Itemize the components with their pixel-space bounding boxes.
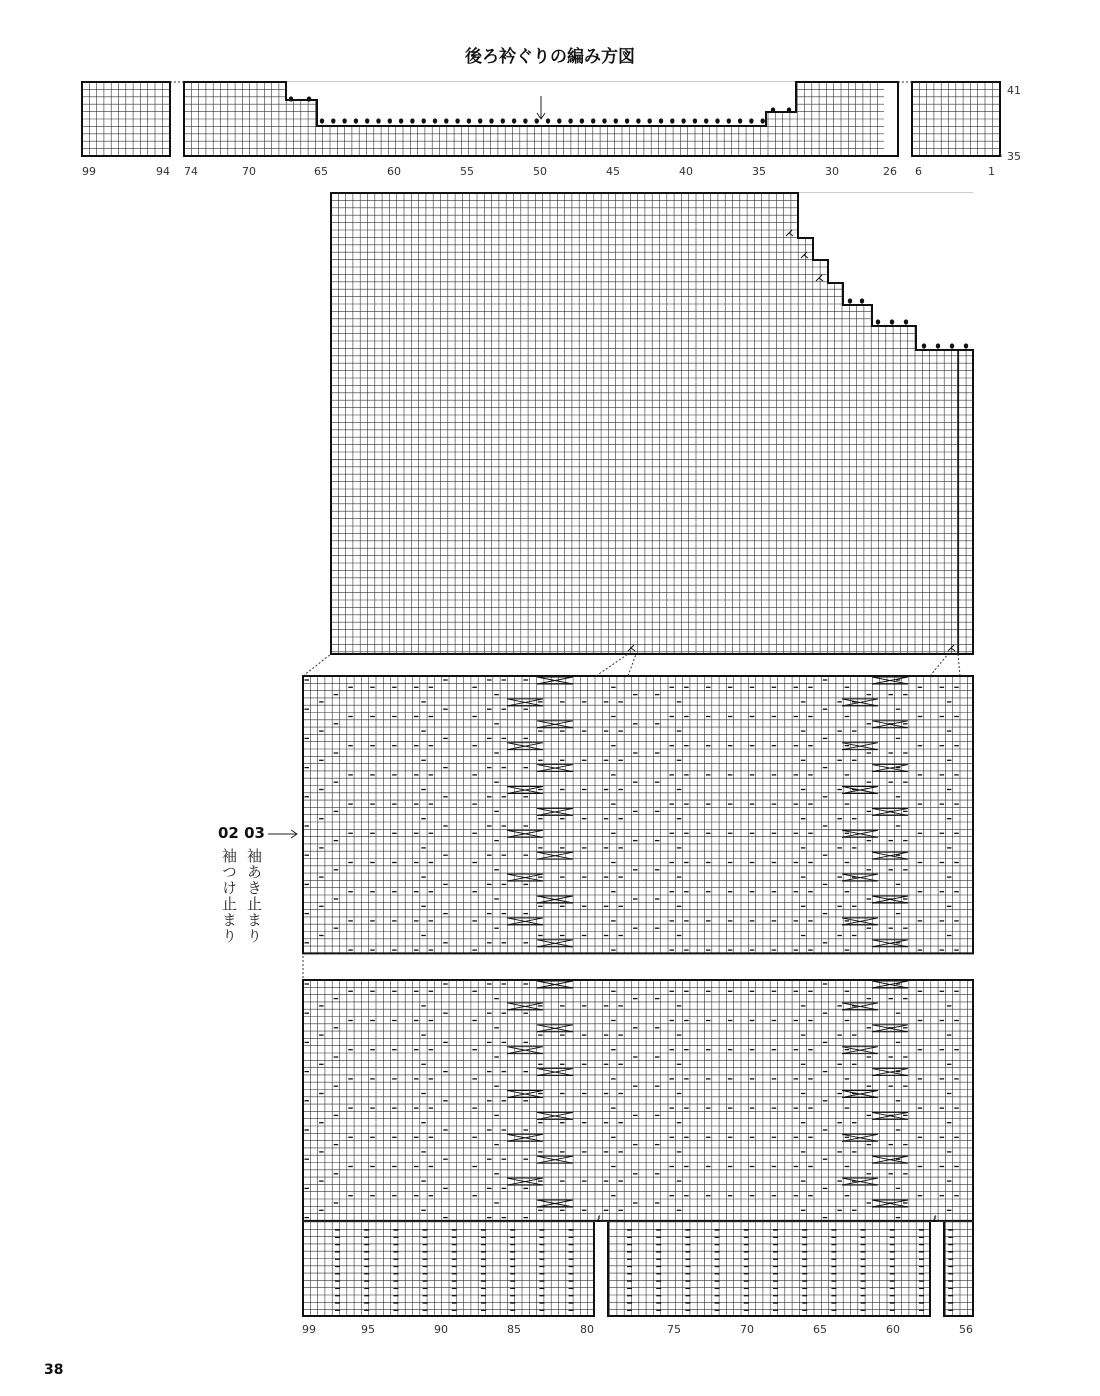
x-label: 56 [959,1323,973,1336]
x-label: 75 [667,1323,681,1336]
cable-symbol [537,1025,573,1032]
cable-symbol [872,852,908,859]
bind-off-dot [320,118,324,123]
x-label: 70 [740,1323,754,1336]
bind-off-dot [904,319,908,324]
bind-off-dot [489,118,493,123]
row-label: 35 [1007,150,1021,163]
bind-off-dot [546,118,550,123]
grid-left [82,82,170,156]
twist-symbol: ℓ [933,1215,937,1225]
bind-off-dot [399,118,403,123]
bind-off-dot [636,118,640,123]
cable-symbol [872,940,908,947]
bind-off-dot [602,118,606,123]
bind-off-dot [523,118,527,123]
cable-symbol [507,1047,543,1054]
bind-off-dot [535,118,539,123]
twist-symbol: ℓ [597,1215,601,1225]
x-label: 65 [813,1323,827,1336]
cable-symbol [872,808,908,815]
cable-symbol [537,1069,573,1076]
bind-off-dot [501,118,505,123]
rib-gap [594,1222,608,1316]
bind-off-dot [787,107,791,112]
cable-symbol [872,896,908,903]
bind-off-dot [936,343,940,348]
x-label: 35 [752,165,766,178]
cable-symbol [507,1091,543,1098]
bind-off-dot [860,298,864,303]
cable-symbol [537,677,573,684]
x-label: 74 [184,165,198,178]
bind-off-dot [331,118,335,123]
cable-symbol [507,830,543,837]
cable-symbol [507,874,543,881]
grid-right [912,82,1000,156]
decrease-symbol [801,252,808,258]
bind-off-dot [354,118,358,123]
cable-symbol [537,765,573,772]
bind-off-dot [890,319,894,324]
cable-symbol [537,940,573,947]
cable-symbol [872,677,908,684]
x-label: 55 [460,165,474,178]
bind-off-dot [625,118,629,123]
size-label: 02 03 [218,824,265,842]
bind-off-dot [365,118,369,123]
bind-off-dot [580,118,584,123]
bind-off-dot [444,118,448,123]
bind-off-dot [455,118,459,123]
chart-title: 後ろ衿ぐりの編み方図 [465,47,635,67]
bind-off-dot [342,118,346,123]
cable-symbol [507,743,543,750]
cable-symbol [507,918,543,925]
x-label: 90 [434,1323,448,1336]
bind-off-dot [659,118,663,123]
cable-symbol [507,787,543,794]
cable-symbol [537,981,573,988]
bind-off-dot [922,343,926,348]
cable-symbol [872,1025,908,1032]
x-label: 30 [825,165,839,178]
bind-off-dot [964,343,968,348]
cable-symbol [872,981,908,988]
cable-symbol [537,1112,573,1119]
cable-symbol [537,896,573,903]
bind-off-dot [478,118,482,123]
x-label: 6 [915,165,922,178]
x-label: 99 [302,1323,316,1336]
armhole-join-label-02: 袖つけ止まり [220,848,238,944]
bind-off-dot [749,118,753,123]
bind-off-dot [388,118,392,123]
cable-symbol [872,1069,908,1076]
cable-symbol [507,1134,543,1141]
decrease-symbol [628,645,635,651]
x-label: 65 [314,165,328,178]
bind-off-dot [848,298,852,303]
bind-off-dot [771,107,775,112]
bind-off-dot [715,118,719,123]
row-label: 41 [1007,84,1021,97]
x-label: 26 [883,165,897,178]
cable-symbol [507,699,543,706]
grid-ribbing [303,1222,973,1316]
bind-off-dot [727,118,731,123]
size-arrow [268,830,297,838]
x-label: 40 [679,165,693,178]
cable-symbol [872,1200,908,1207]
bind-off-dot [376,118,380,123]
bind-off-dot [289,96,293,101]
bind-off-dot [410,118,414,123]
bind-off-dot [876,319,880,324]
bind-off-dot [512,118,516,123]
x-label: 99 [82,165,96,178]
bind-off-dot [568,118,572,123]
cable-symbol [872,721,908,728]
x-label: 60 [886,1323,900,1336]
x-label: 50 [533,165,547,178]
x-label: 45 [606,165,620,178]
bind-off-dot [670,118,674,123]
cable-symbol [872,1112,908,1119]
bind-off-dot [693,118,697,123]
page-number: 38 [44,1362,64,1378]
bind-off-dot [761,118,765,123]
cable-symbol [872,765,908,772]
x-label: 1 [988,165,995,178]
bind-off-dot [614,118,618,123]
bind-off-dot [681,118,685,123]
bind-off-dot [433,118,437,123]
cable-symbol [537,721,573,728]
x-label: 70 [242,165,256,178]
bind-off-dot [307,96,311,101]
x-label: 80 [580,1323,594,1336]
bind-off-dot [950,343,954,348]
bind-off-dot [422,118,426,123]
x-label: 95 [361,1323,375,1336]
bind-off-dot [704,118,708,123]
pattern-upper [303,676,973,953]
x-label: 85 [507,1323,521,1336]
decrease-symbol [786,230,793,236]
cable-symbol [507,1003,543,1010]
decrease-symbol [816,275,823,281]
cable-symbol [537,852,573,859]
bind-off-dot [738,118,742,123]
cable-symbol [537,1200,573,1207]
cable-symbol [537,808,573,815]
x-label: 94 [156,165,170,178]
bind-off-dot [467,118,471,123]
bind-off-dot [591,118,595,123]
cable-symbol [507,1178,543,1185]
bind-off-dot [557,118,561,123]
cable-symbol [872,1156,908,1163]
rib-gap [930,1222,944,1316]
bind-off-dot [648,118,652,123]
armhole-opening-label-03: 袖あき止まり [245,848,263,944]
x-label: 60 [387,165,401,178]
cable-symbol [537,1156,573,1163]
